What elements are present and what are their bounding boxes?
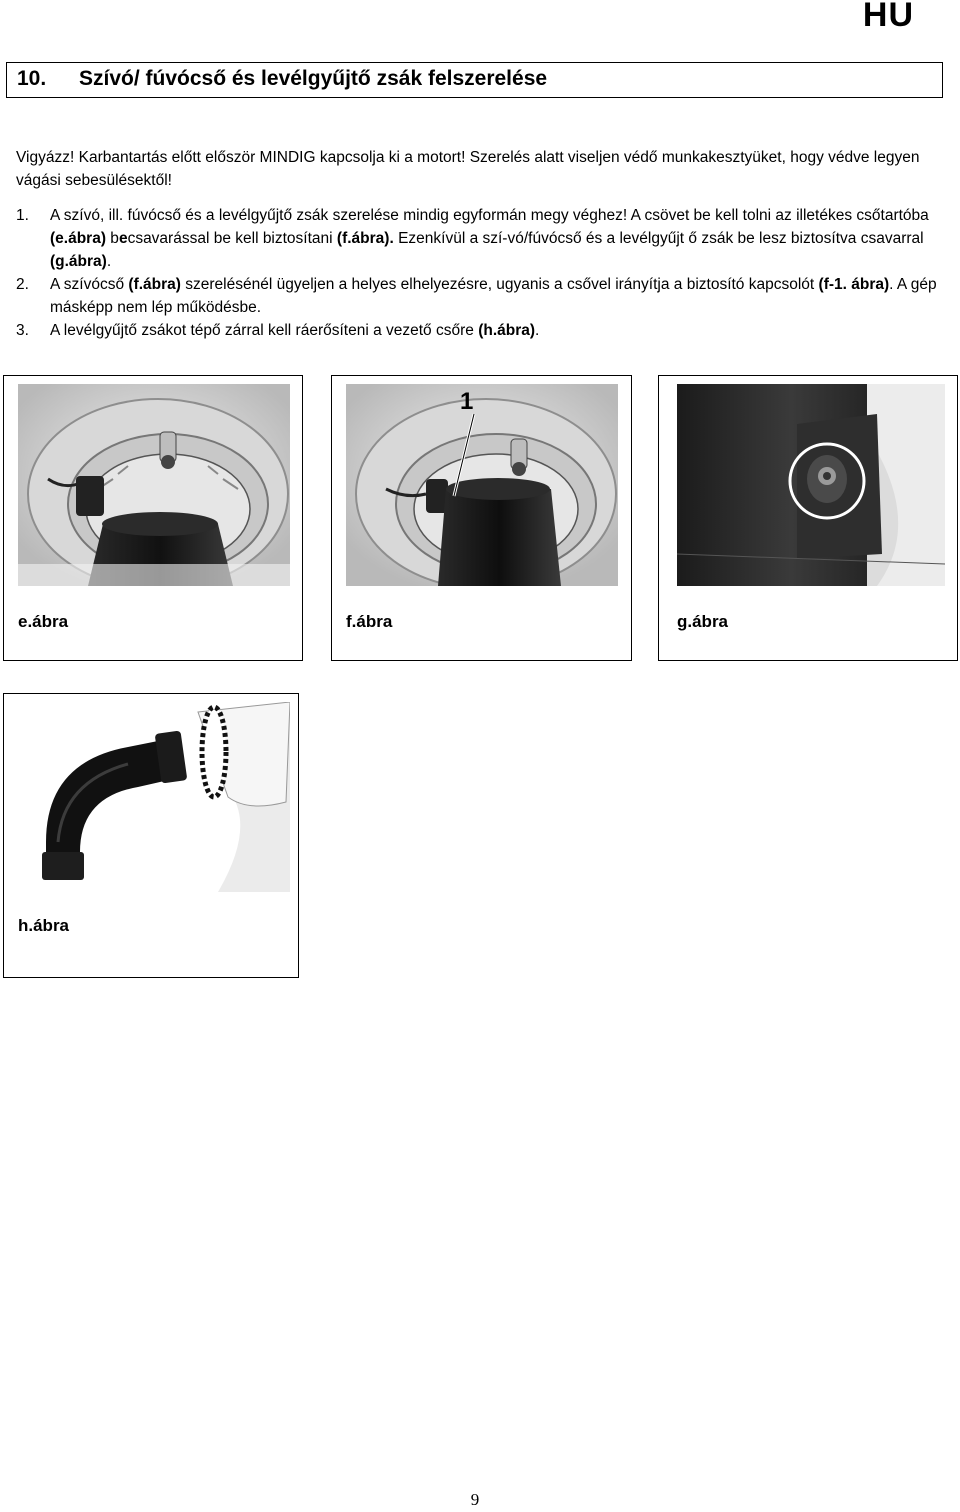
- switch-callout-label: 1: [460, 388, 474, 415]
- step-text-segment: A levélgyűjtő zsákot tépő zárral kell ráerősíteni a vezető csőre: [50, 322, 479, 339]
- step-text: [50, 204, 941, 273]
- section-number: 10.: [17, 67, 47, 90]
- warning-label: Vigyázz!: [16, 149, 75, 166]
- figure-h: [3, 693, 299, 978]
- figure-f-caption: f.ábra: [346, 612, 393, 631]
- elbow-tube-and-bag-photo: [18, 702, 290, 892]
- figure-h-caption: h.ábra: [18, 916, 70, 935]
- steps-list: [16, 204, 941, 342]
- step-text: [50, 319, 941, 342]
- figure-g: [658, 375, 958, 661]
- warning-paragraph: [16, 146, 941, 192]
- step-text-segment: A szívó, ill. fúvócső és a levélgyűjtő zsák szerelése mindig egyformán megy véghez! A csövet be kell tolni az illetékes csőtartóba: [50, 207, 929, 224]
- figure-e-caption: e.ábra: [18, 612, 69, 631]
- figure-f: [331, 375, 632, 661]
- step-text-segment: A szívócső: [50, 276, 129, 293]
- step-item: [16, 204, 941, 273]
- blower-intake-photo: [18, 384, 290, 586]
- page-number: 9: [470, 1490, 480, 1509]
- figure-reference: (g.ábra): [50, 253, 107, 270]
- step-text-segment: b: [106, 230, 119, 247]
- figure-g-caption: g.ábra: [677, 612, 729, 631]
- figure-e: [3, 375, 303, 661]
- figure-reference: e: [118, 230, 128, 247]
- step-item: [16, 273, 941, 319]
- step-text-segment: .: [106, 253, 112, 270]
- section-heading: [6, 62, 943, 98]
- instructions: [16, 146, 941, 342]
- figure-reference: (f.ábra): [128, 276, 181, 293]
- figure-reference: (f.ábra).: [336, 230, 394, 247]
- blower-tube-photo: [346, 384, 618, 586]
- step-number: 3.: [16, 322, 29, 339]
- step-text-segment: csavarással be kell biztosítani: [127, 230, 337, 247]
- section-title: Szívó/ fúvócső és levélgyűjtő zsák felszerelése: [79, 67, 548, 90]
- step-text: [50, 273, 941, 319]
- language-code: HU: [862, 0, 914, 34]
- step-text-segment: .: [535, 322, 540, 339]
- step-text-segment: Ezenkívül a szí-vó/fúvócső és a levélgyűjt ő zsák be lesz biztosítva csavarral: [393, 230, 924, 247]
- figure-reference: (h.ábra): [478, 322, 536, 339]
- step-number: 2.: [16, 276, 29, 293]
- step-item: [16, 319, 941, 342]
- figure-reference: (f-1. ábra): [818, 276, 890, 293]
- step-number: 1.: [16, 207, 29, 224]
- warning-text: Karbantartás előtt először MINDIG kapcsolja ki a motort! Szerelés alatt viseljen védő munkakesztyüket, hogy védve legyen vágási sebesülésektől!: [16, 149, 920, 189]
- tube-screw-photo: [677, 384, 945, 586]
- step-text-segment: szerelésénél ügyeljen a helyes elhelyezésre, ugyanis a csővel irányítja a biztosító kapcsolót: [180, 276, 819, 293]
- figure-reference: (e.ábra): [50, 230, 106, 247]
- step-text-segment: . A gép másképp nem lép működésbe.: [50, 276, 937, 316]
